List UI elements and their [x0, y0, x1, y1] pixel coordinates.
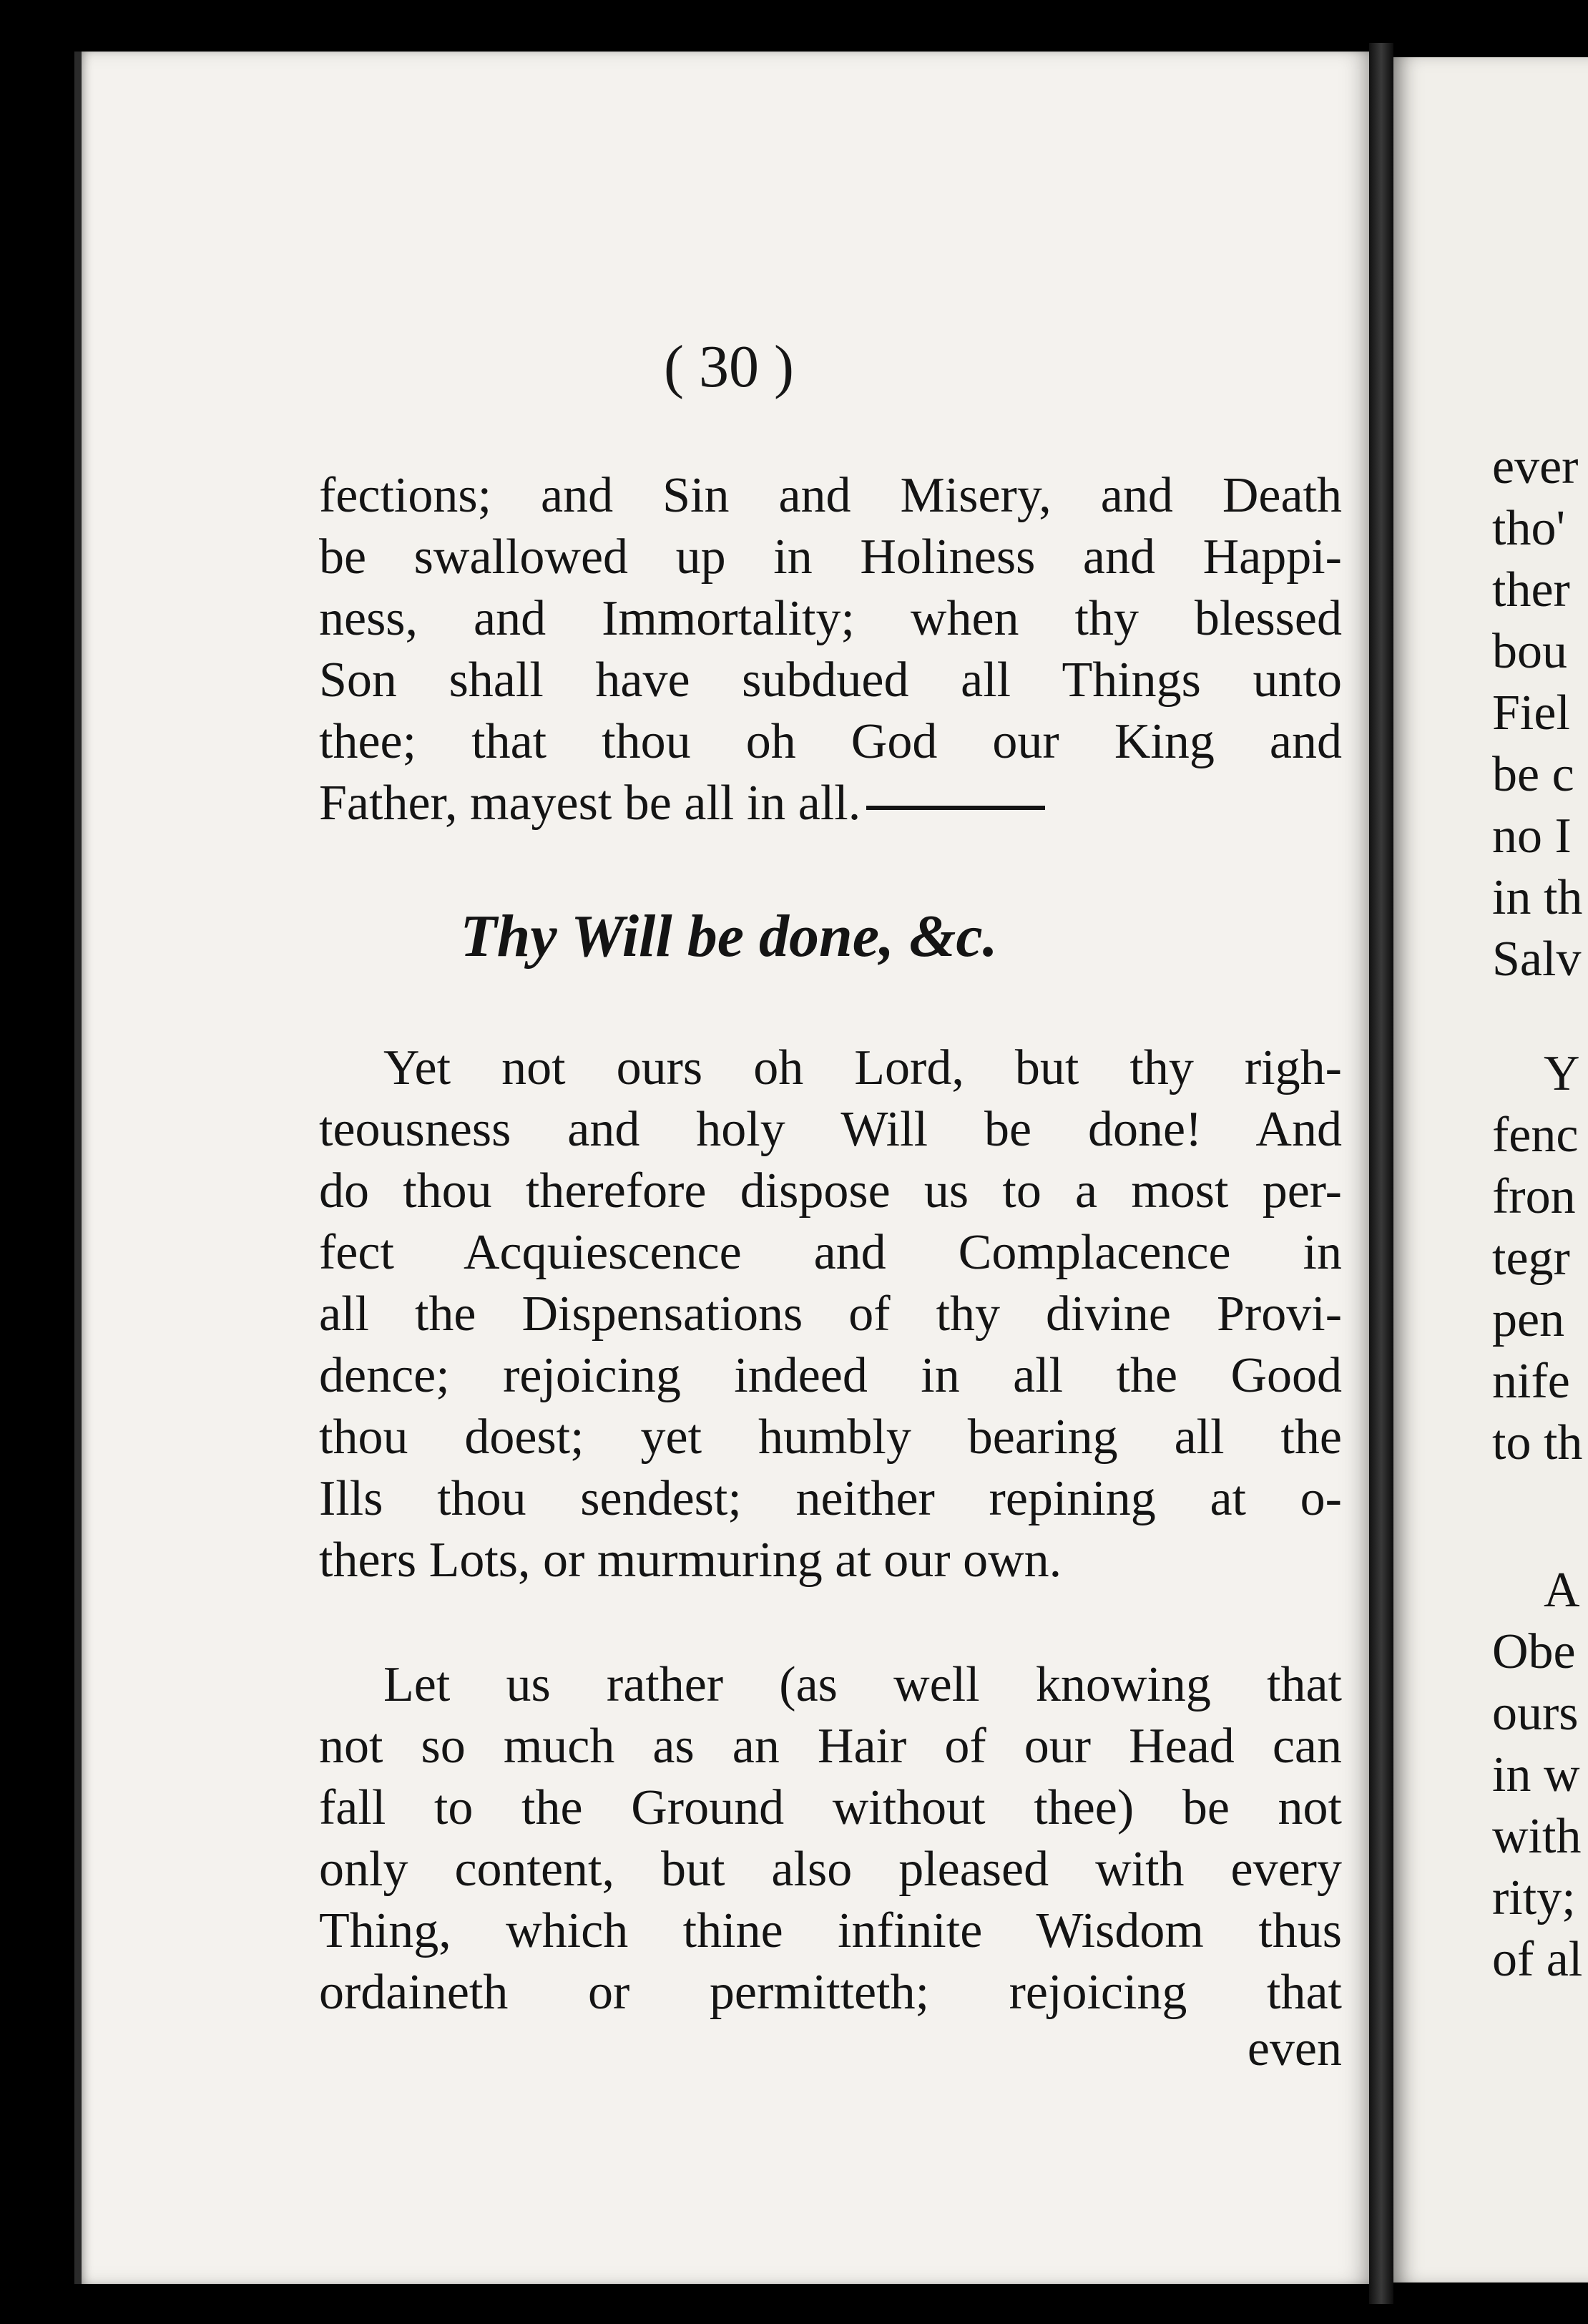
- text-line: fall to the Ground without thee) be not: [319, 1780, 1342, 1835]
- left-page: [74, 52, 1376, 2284]
- facing-line: with: [1492, 1809, 1582, 1864]
- facing-line: in th: [1492, 870, 1583, 925]
- facing-line: to th: [1492, 1415, 1583, 1470]
- text-line: Let us rather (as well knowing that: [383, 1657, 1342, 1712]
- facing-line: tho': [1492, 501, 1566, 556]
- text-line: do thou therefore dispose us to a most per-: [319, 1163, 1342, 1219]
- text-line: Yet not ours oh Lord, but thy righ-: [383, 1040, 1342, 1095]
- text-line: ness, and Immortality; when thy blessed: [319, 591, 1342, 646]
- facing-line: ther: [1492, 562, 1570, 617]
- facing-line: fron: [1492, 1169, 1576, 1224]
- paragraph-3: [319, 1654, 1342, 2023]
- text-line: fect Acquiescence and Complacence in: [319, 1225, 1342, 1280]
- facing-line: A: [1544, 1563, 1580, 1618]
- facing-line: ever: [1492, 439, 1579, 494]
- facing-line: nife: [1492, 1354, 1570, 1409]
- text-line: not so much as an Hair of our Head can: [319, 1719, 1342, 1774]
- text-line: Thing, which thine infinite Wisdom thus: [319, 1903, 1342, 1958]
- page-number: ( 30 ): [664, 333, 794, 400]
- text-line: dence; rejoicing indeed in all the Good: [319, 1348, 1342, 1403]
- text-line: thers Lots, or murmuring at our own.: [319, 1533, 1062, 1588]
- text-line: ordaineth or permitteth; rejoicing that: [319, 1965, 1342, 2020]
- text-line: Father, mayest be all in all.: [319, 776, 861, 831]
- facing-line: rity;: [1492, 1870, 1576, 1925]
- text-line: thou doest; yet humbly bearing all the: [319, 1410, 1342, 1465]
- facing-line: Salv: [1492, 932, 1582, 987]
- facing-line: no I: [1492, 809, 1572, 864]
- section-heading: Thy Will be done, &c.: [460, 903, 998, 970]
- facing-line: pen: [1492, 1292, 1565, 1347]
- paragraph-2: [319, 1038, 1342, 1591]
- book-gutter: [1369, 43, 1393, 2304]
- facing-line: tegr: [1492, 1231, 1570, 1286]
- text-line: only content, but also pleased with every: [319, 1842, 1342, 1897]
- text-line: fections; and Sin and Misery, and Death: [319, 468, 1342, 523]
- facing-line: of al: [1492, 1932, 1583, 1987]
- facing-line: in w: [1492, 1747, 1580, 1802]
- facing-line: fenc: [1492, 1108, 1579, 1163]
- text-line: thee; that thou oh God our King and: [319, 714, 1342, 769]
- facing-line: ours: [1492, 1686, 1579, 1741]
- text-line: all the Dispensations of thy divine Provi-: [319, 1286, 1342, 1342]
- facing-page-fragment: [1393, 57, 1588, 2282]
- text-line-with-rule: [319, 773, 1342, 834]
- text-line: Ills thou sendest; neither repining at o-: [319, 1471, 1342, 1526]
- closing-rule: [866, 806, 1045, 810]
- text-line: Son shall have subdued all Things unto: [319, 653, 1342, 708]
- paragraph-1: [319, 465, 1342, 834]
- facing-line: be c: [1492, 747, 1574, 802]
- facing-line: Fiel: [1492, 685, 1570, 741]
- text-line: teousness and holy Will be done! And: [319, 1102, 1342, 1157]
- catchword: even: [1247, 2021, 1342, 2076]
- facing-line: bou: [1492, 624, 1567, 679]
- facing-line: Y: [1544, 1046, 1580, 1101]
- text-line: be swallowed up in Holiness and Happi-: [319, 529, 1342, 585]
- facing-line: Obe: [1492, 1624, 1576, 1679]
